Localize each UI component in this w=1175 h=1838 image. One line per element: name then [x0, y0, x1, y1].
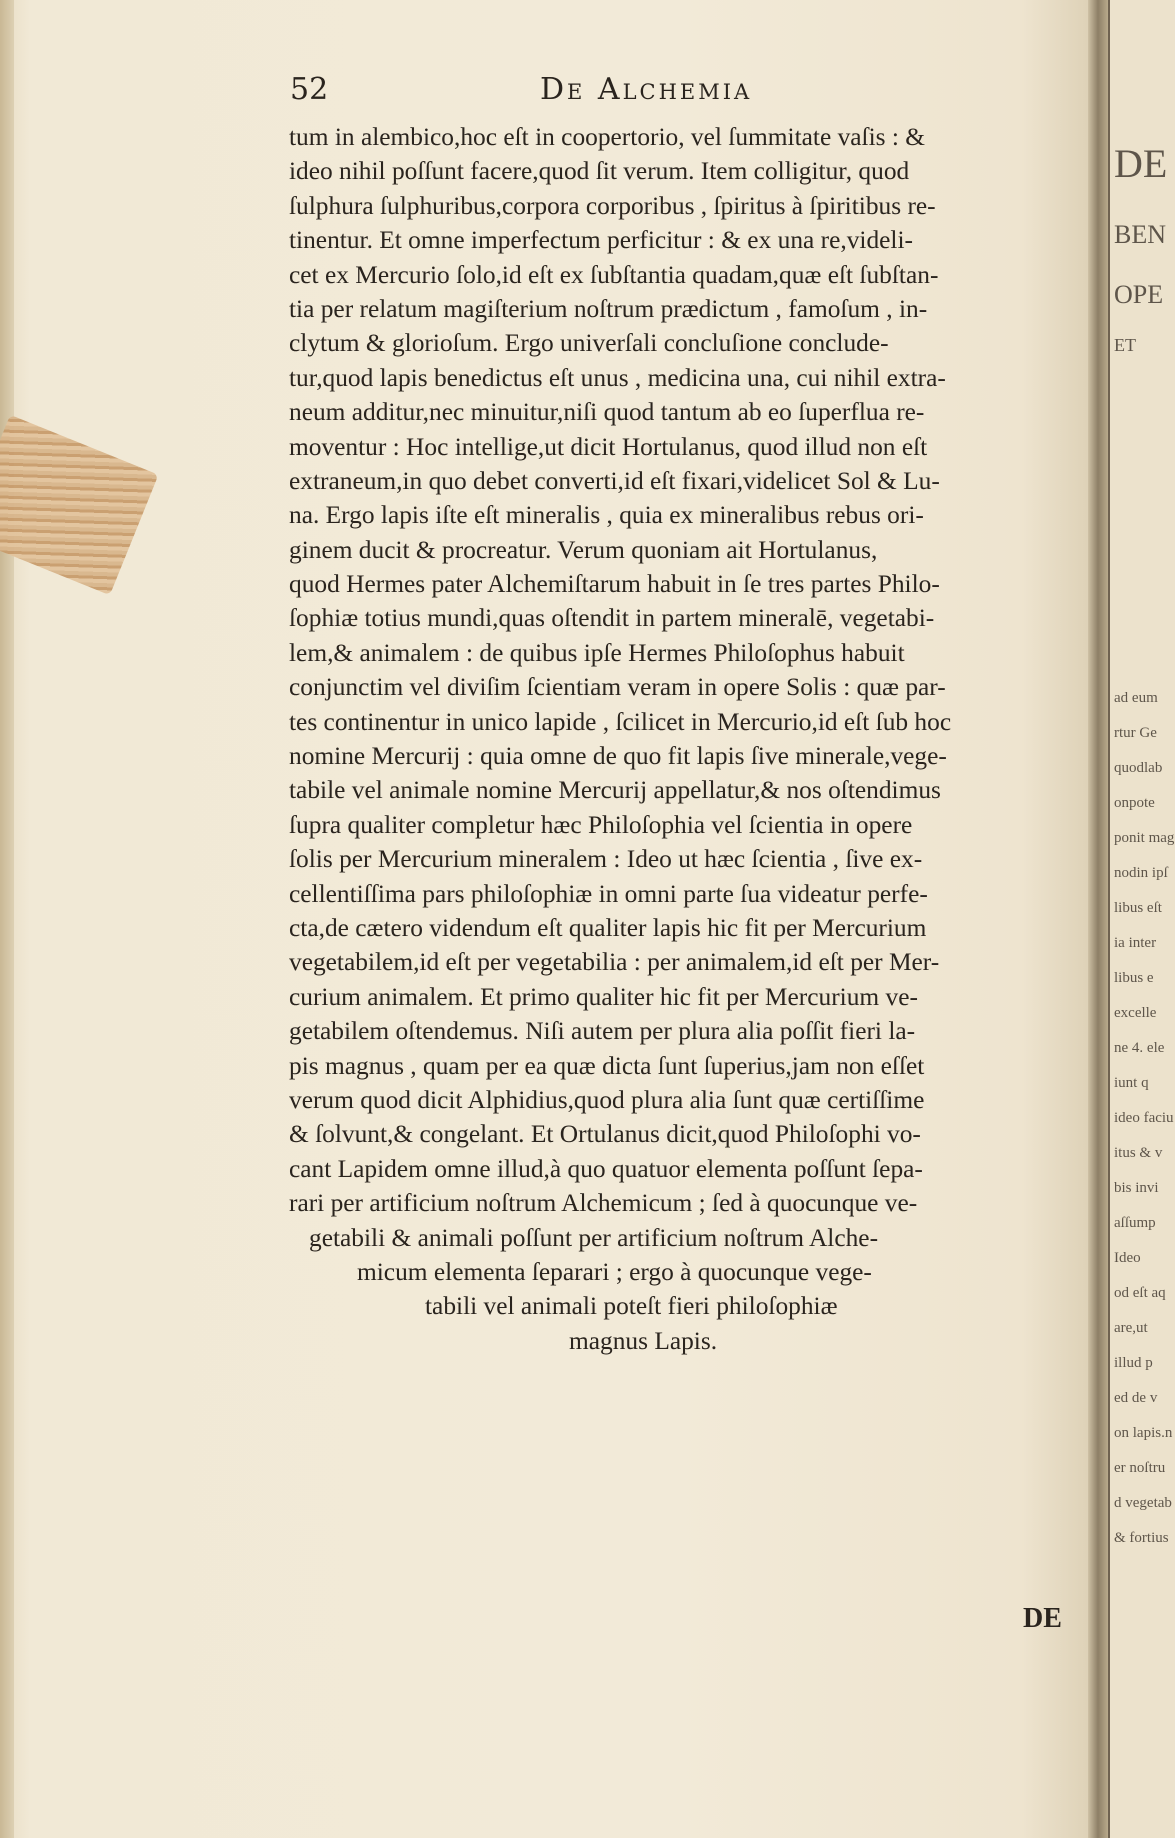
facing-page-fragment: on lapis.n [1114, 1425, 1173, 1441]
facing-page-fragment: ad eum [1114, 690, 1158, 706]
text-line: ginem ducit & procreatur. Verum quoniam ait Hortulanus, [289, 535, 878, 564]
facing-page-fragment: od eſt aq [1114, 1285, 1166, 1301]
facing-page-fragment: ideo faciu [1114, 1110, 1174, 1126]
facing-page-fragment: ponit mag [1114, 830, 1175, 846]
text-line: & ſolvunt,& congelant. Et Ortulanus dicit,quod Philoſophi vo- [289, 1120, 921, 1149]
catchword: DE [1023, 1603, 1062, 1634]
text-line: ſophiæ totius mundi,quas oſtendit in partem mineralē, vegetabi- [289, 604, 935, 633]
body-text [289, 120, 1097, 1358]
facing-page-fragment: d vegetab [1114, 1495, 1172, 1511]
text-line: conjunctim vel diviſim ſcientiam veram in opere Solis : quæ par- [289, 673, 946, 702]
text-line: ideo nihil poſſunt facere,quod ſit verum. Item colligitur, quod [289, 157, 910, 186]
text-line: vegetabilem,id eſt per vegetabilia : per animalem,id eſt per Mer- [289, 948, 940, 977]
text-line: ſolis per Mercurium mineralem : Ideo ut hæc ſcientia , ſive ex- [289, 845, 923, 874]
facing-page-fragment: er noſtru [1114, 1460, 1166, 1476]
text-line: extraneum,in quo debet converti,id eſt fixari,videlicet Sol & Lu- [289, 466, 940, 495]
text-line: cet ex Mercurio ſolo,id eſt ex ſubſtantia quadam,quæ eſt ſubſtan- [289, 260, 939, 289]
text-line: verum quod dicit Alphidius,quod plura alia ſunt quæ certiſſime [289, 1085, 925, 1114]
text-line: micum elementa ſeparari ; ergo à quocunque vege- [357, 1257, 872, 1286]
facing-page-edge [1108, 0, 1175, 1838]
facing-page-fragment: illud p [1114, 1355, 1153, 1371]
text-line: quod Hermes pater Alchemiſtarum habuit in ſe tres partes Philo- [289, 570, 940, 599]
facing-page-fragment: ET [1114, 335, 1136, 355]
text-line: getabilem oſtendemus. Niſi autem per plura alia poſſit fieri la- [289, 1017, 916, 1046]
text-line: clytum & glorioſum. Ergo univerſali concluſione conclude- [289, 329, 889, 358]
text-line: cant Lapidem omne illud,à quo quatuor elementa poſſunt ſepa- [289, 1154, 923, 1183]
text-line: cta,de cætero videndum eſt qualiter lapis hic fit per Mercurium [289, 913, 927, 942]
facing-page-fragment: ne 4. ele [1114, 1040, 1165, 1056]
text-line: tinentur. Et omne imperfectum perficitur : & ex una re,videli- [289, 226, 913, 255]
facing-page-fragment: excelle [1114, 1005, 1157, 1021]
facing-page-fragment: bis invi [1114, 1180, 1159, 1196]
running-title: De Alchemia [540, 72, 753, 107]
facing-page-fragment: libus e [1114, 970, 1154, 986]
facing-page-fragment: rtur Ge [1114, 725, 1157, 741]
page-header [290, 72, 850, 112]
text-line: tes continentur in unico lapide , ſcilicet in Mercurio,id eſt ſub hoc [289, 707, 952, 736]
facing-page-fragment: OPE [1114, 280, 1164, 309]
facing-page-fragment: onpote [1114, 795, 1155, 811]
facing-page-fragment: ed de v [1114, 1390, 1158, 1406]
text-line: pis magnus , quam per ea quæ dicta ſunt ſuperius,jam non eſſet [289, 1051, 925, 1080]
text-line: tia per relatum magiſterium noſtrum prædictum , famoſum , in- [289, 294, 928, 323]
facing-page-fragment: nodin ipſ [1114, 865, 1168, 881]
text-line: magnus Lapis. [569, 1326, 718, 1355]
facing-page-fragment: & fortius [1114, 1530, 1169, 1546]
text-line: tur,quod lapis benedictus eſt unus , medicina una, cui nihil extra- [289, 363, 946, 392]
text-line: moventur : Hoc intellige,ut dicit Hortulanus, quod illud non eſt [289, 432, 928, 461]
facing-page-fragment: itus & v [1114, 1145, 1163, 1161]
text-line: tabile vel animale nomine Mercurij appellatur,& nos oſtendimus [289, 776, 941, 805]
facing-page-fragment: are,ut [1114, 1320, 1148, 1336]
text-line: nomine Mercurij : quia omne de quo fit lapis ſive minerale,vege- [289, 742, 947, 771]
text-line: na. Ergo lapis iſte eſt mineralis , quia ex mineralibus rebus ori- [289, 501, 924, 530]
text-line: ſulphura ſulphuribus,corpora corporibus , ſpiritus à ſpiritibus re- [289, 191, 936, 220]
text-line: tum in alembico,hoc eſt in coopertorio, vel ſummitate vaſis : & [289, 123, 926, 151]
page-number: 52 [290, 72, 329, 107]
text-line: neum additur,nec minuitur,niſi quod tantum ab eo ſuperflua re- [289, 398, 925, 427]
text-line: curium animalem. Et primo qualiter hic fit per Mercurium ve- [289, 982, 918, 1011]
facing-page-fragment: DE [1114, 141, 1168, 186]
facing-page-fragment: libus eſt [1114, 900, 1162, 916]
page-edge [0, 0, 14, 1838]
facing-page-fragment: quodlab [1114, 760, 1163, 776]
text-line: ſupra qualiter completur hæc Philoſophia vel ſcientia in opere [289, 810, 913, 839]
text-line: cellentiſſima pars philoſophiæ in omni parte ſua videatur perfe- [289, 879, 928, 908]
text-line: tabili vel animali poteſt fieri philoſophiæ [425, 1292, 838, 1321]
facing-page-fragment: iunt q [1114, 1075, 1149, 1091]
text-line: getabili & animali poſſunt per artificium noſtrum Alche- [309, 1223, 879, 1252]
facing-page-fragment: ia inter [1114, 935, 1157, 951]
facing-page-fragment: aſſump [1114, 1215, 1156, 1231]
facing-page-fragment: BEN [1114, 220, 1166, 249]
text-line: rari per artificium noſtrum Alchemicum ; ſed à quocunque ve- [289, 1189, 918, 1218]
facing-page-fragment: Ideo [1114, 1250, 1141, 1266]
text-line: lem,& animalem : de quibus ipſe Hermes Philoſophus habuit [289, 638, 905, 667]
